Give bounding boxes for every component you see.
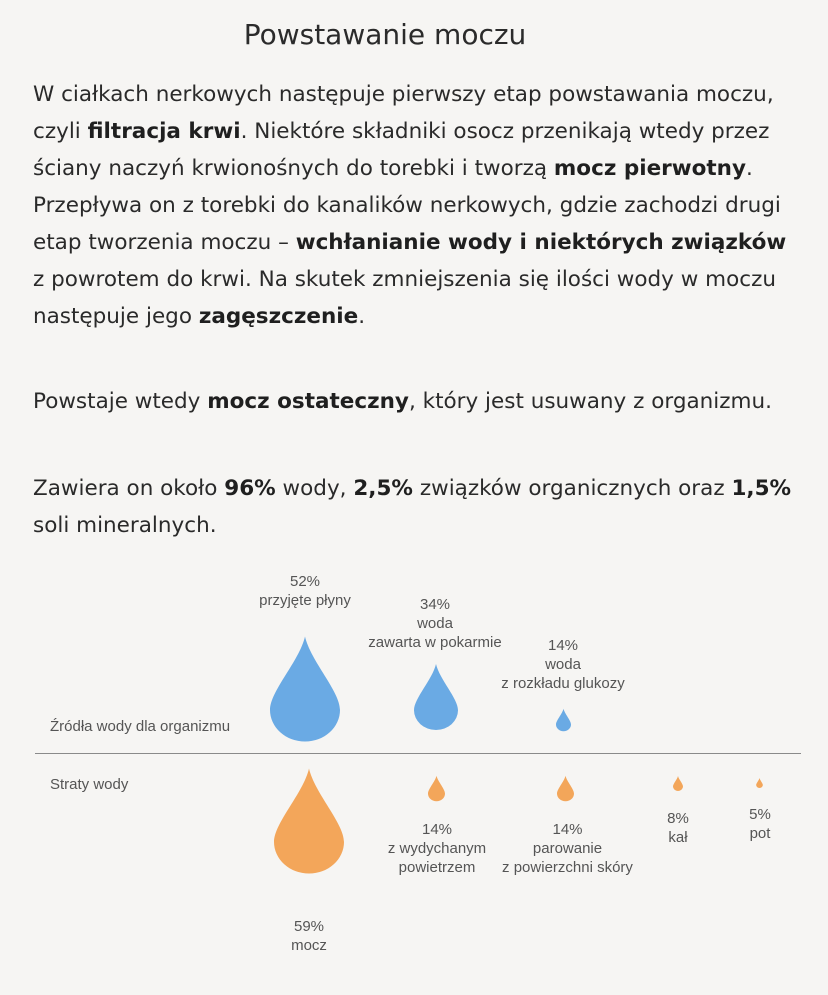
bold-term: mocz pierwotny xyxy=(553,156,746,181)
paragraph-final-urine xyxy=(33,383,793,420)
water-drop-icon xyxy=(756,778,763,788)
loss-label-2 xyxy=(372,820,502,877)
loss-percent: 59% xyxy=(293,918,325,935)
source-percent: 52% xyxy=(289,573,321,590)
source-line1: woda xyxy=(545,656,581,673)
bold-term: filtracja krwi xyxy=(87,119,241,144)
water-drop-icon xyxy=(428,775,445,802)
water-drop-icon xyxy=(270,636,340,742)
loss-label-4 xyxy=(653,809,703,847)
loss-percent: 5% xyxy=(749,806,771,823)
bold-term: mocz ostateczny xyxy=(207,389,409,414)
source-percent: 14% xyxy=(547,637,579,654)
divider-line xyxy=(35,753,801,754)
source-percent: 34% xyxy=(419,596,451,613)
paragraph-text: wody, xyxy=(275,476,354,501)
paragraph-text: Zawiera on około xyxy=(33,476,225,501)
paragraph-text: związków organicznych oraz xyxy=(412,476,732,501)
water-drop-icon xyxy=(556,708,571,732)
loss-line1: parowanie xyxy=(532,840,603,857)
loss-line1: z wydychanym xyxy=(387,840,487,857)
page-title: Powstawanie moczu xyxy=(243,18,527,51)
loss-label-1 xyxy=(259,917,359,955)
loss-label-3 xyxy=(490,820,645,877)
water-drop-icon xyxy=(274,768,344,874)
sources-label: Źródła wody dla organizmu xyxy=(50,718,231,735)
paragraph-text: . xyxy=(358,304,366,329)
bold-term: wchłanianie wody i niektórych związków xyxy=(295,230,787,255)
paragraph-text: . Przepływa on z torebki do kanalików nerkowych, gdzie zachodzi drugi etap tworzenia moczu – xyxy=(33,156,781,255)
paragraph-filtration xyxy=(33,76,793,335)
source-line1: przyjęte płyny xyxy=(259,592,351,609)
paragraph-text: soli mineralnych. xyxy=(33,513,217,538)
paragraph-text: , który jest usuwany z organizmu. xyxy=(408,389,772,414)
water-drop-icon xyxy=(414,663,458,731)
loss-line1: mocz xyxy=(291,937,327,954)
loss-percent: 14% xyxy=(421,821,453,838)
water-drop-icon xyxy=(557,775,574,802)
loss-percent: 8% xyxy=(667,810,689,827)
paragraph-text: z powrotem do krwi. Na skutek zmniejszenia się ilości wody w moczu następuje jego xyxy=(33,267,776,329)
loss-line2: powietrzem xyxy=(398,859,476,876)
water-balance-infographic xyxy=(0,560,828,995)
bold-value: 1,5% xyxy=(731,476,792,501)
loss-line2: z powierzchni skóry xyxy=(502,859,633,876)
paragraph-text: W ciałkach nerkowych następuje pierwszy etap powstawania moczu, czyli xyxy=(33,82,774,144)
water-drop-icon xyxy=(673,776,683,791)
loss-line1: pot xyxy=(749,825,771,842)
bold-value: 96% xyxy=(224,476,276,501)
source-line2: z rozkładu glukozy xyxy=(501,675,625,692)
source-line2: zawarta w pokarmie xyxy=(368,634,502,651)
bold-value: 2,5% xyxy=(353,476,413,501)
losses-label: Straty wody xyxy=(50,776,129,793)
bold-term: zagęszczenie xyxy=(198,304,359,329)
paragraph-text: Powstaje wtedy xyxy=(33,389,208,414)
paragraph-text: . Niektóre składniki osocz przenikają wtedy przez ściany naczyń krwionośnych do torebki i tworzą xyxy=(33,119,770,181)
source-line1: woda xyxy=(417,615,453,632)
paragraph-composition xyxy=(33,470,793,544)
loss-percent: 14% xyxy=(552,821,583,838)
loss-label-5 xyxy=(735,805,785,843)
loss-line1: kał xyxy=(668,829,688,846)
source-label-3 xyxy=(488,636,638,693)
